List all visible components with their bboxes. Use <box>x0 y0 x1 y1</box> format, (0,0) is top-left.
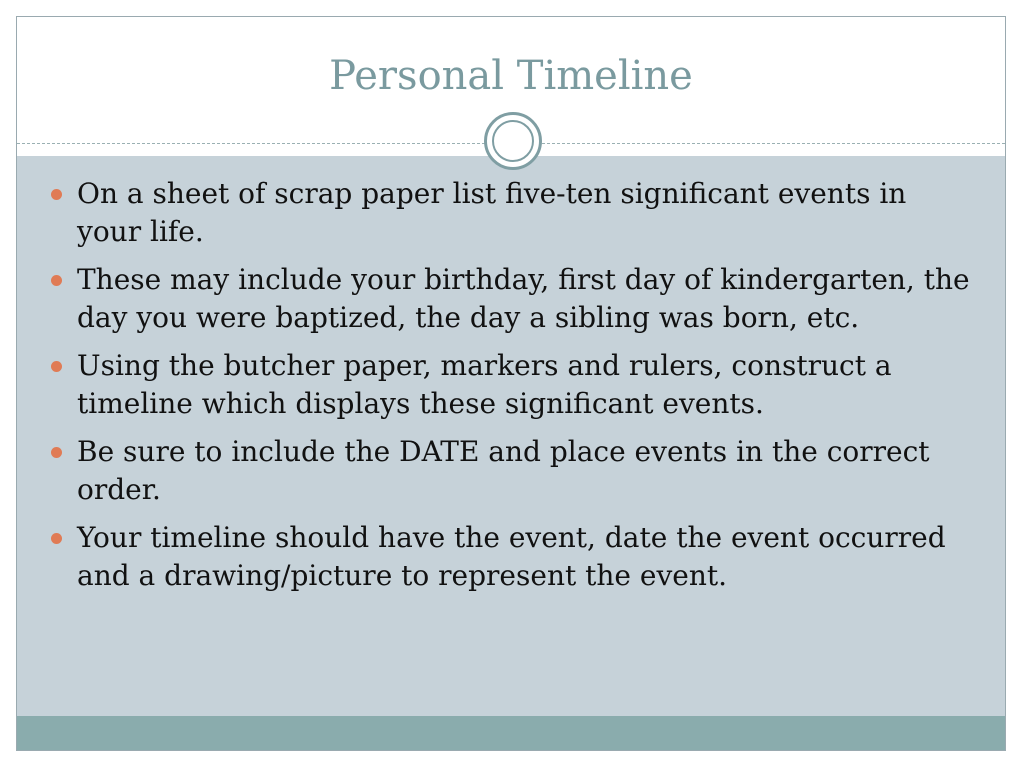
bullet-item <box>49 519 979 595</box>
bullet-dot-icon <box>51 189 62 200</box>
bullet-item <box>49 261 979 337</box>
bullet-text: Be sure to include the DATE and place events in the correct order. <box>77 435 930 506</box>
bullet-dot-icon <box>51 361 62 372</box>
bullet-text: Using the butcher paper, markers and rulers, construct a timeline which displays these significant events. <box>77 349 892 420</box>
bullet-text: On a sheet of scrap paper list five-ten significant events in your life. <box>77 177 907 248</box>
circle-ornament-inner <box>492 120 534 162</box>
bullet-text: These may include your birthday, first day of kindergarten, the day you were baptized, the day a sibling was born, etc. <box>77 263 970 334</box>
footer-bar <box>17 716 1005 751</box>
bullet-dot-icon <box>51 275 62 286</box>
bullet-item <box>49 347 979 423</box>
bullet-text: Your timeline should have the event, date the event occurred and a drawing/picture to represent the event. <box>77 521 946 592</box>
bullet-list <box>49 175 979 605</box>
bullet-dot-icon <box>51 447 62 458</box>
circle-ornament-icon <box>484 112 542 170</box>
bullet-item <box>49 175 979 251</box>
slide <box>16 16 1006 751</box>
bullet-dot-icon <box>51 533 62 544</box>
bullet-item <box>49 433 979 509</box>
slide-title: Personal Timeline <box>329 53 693 99</box>
